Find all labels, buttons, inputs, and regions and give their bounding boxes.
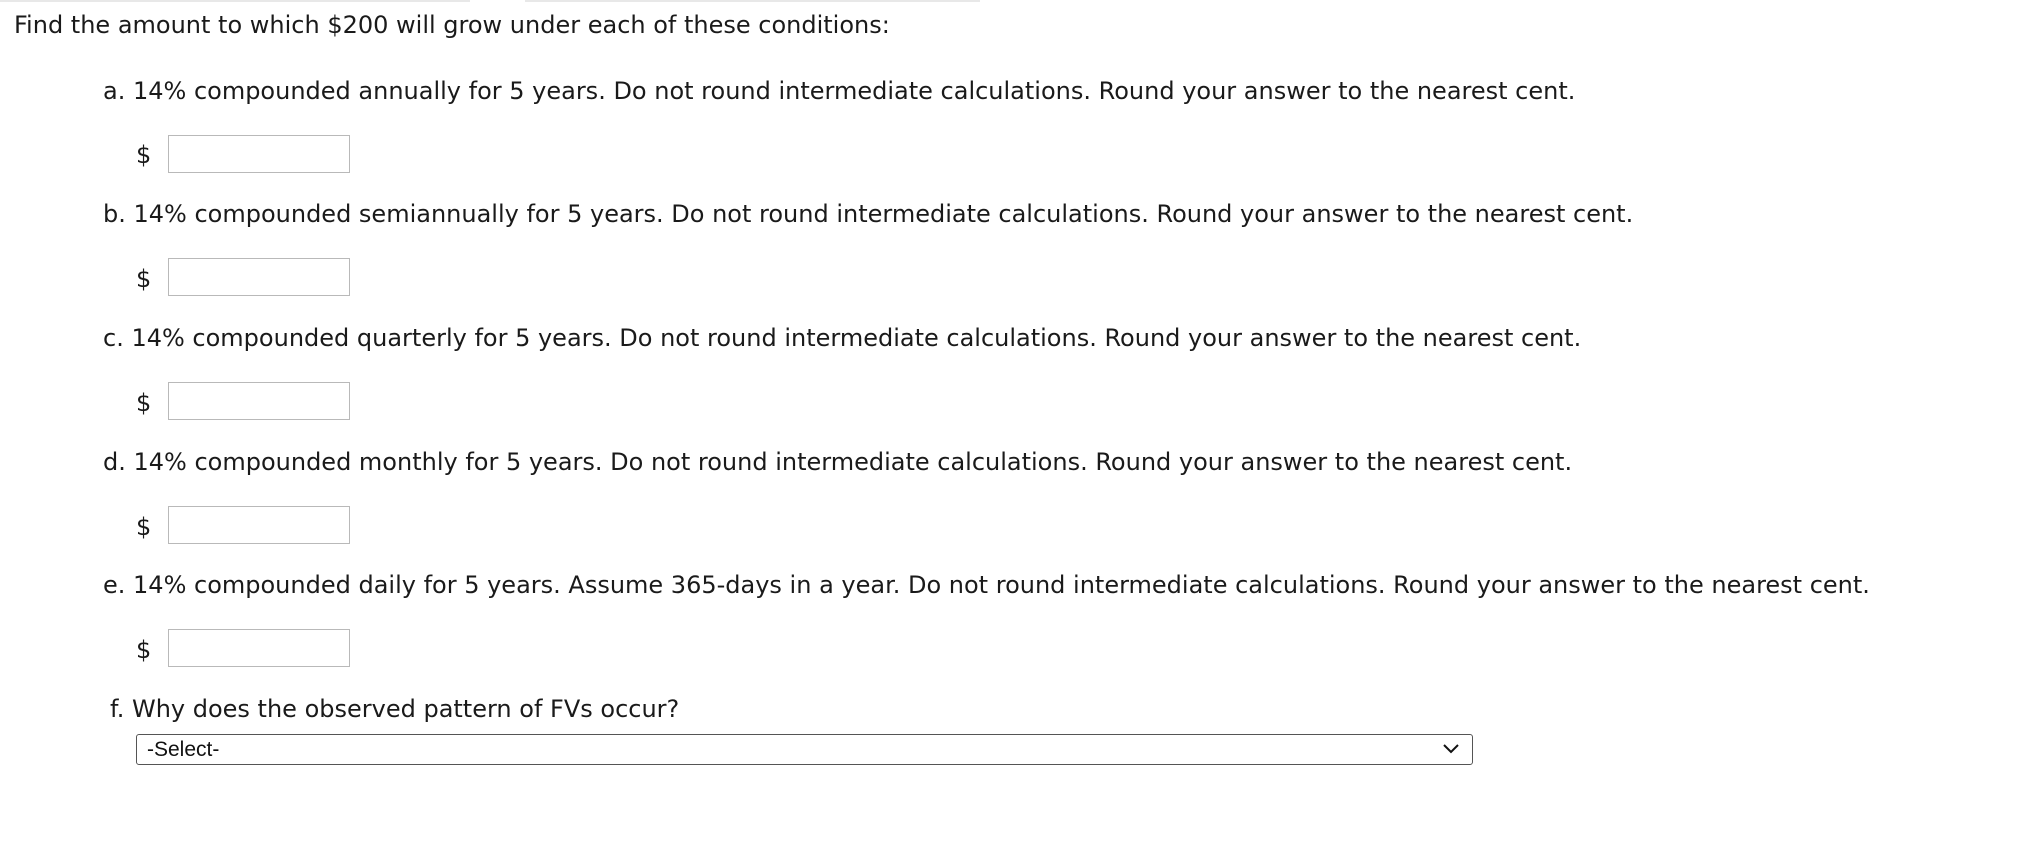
question-b-answer-input[interactable] [168, 258, 350, 296]
question-d-currency: $ [136, 513, 152, 541]
question-a-label: a. 14% compounded annually for 5 years. Do not round intermediate calculations. Round your answer to the nearest cent. [103, 77, 1576, 105]
question-c-currency: $ [136, 389, 152, 417]
top-shade-left [0, 0, 470, 2]
question-f-selected-value: -Select- [147, 738, 220, 761]
top-shade-right [525, 0, 980, 2]
question-d-label: d. 14% compounded monthly for 5 years. Do not round intermediate calculations. Round your answer to the nearest cent. [103, 448, 1573, 476]
question-f-select[interactable] [136, 734, 1473, 765]
question-a-answer-input[interactable] [168, 135, 350, 173]
question-e-currency: $ [136, 636, 152, 664]
question-e-label: e. 14% compounded daily for 5 years. Assume 365-days in a year. Do not round intermediate calculations. Round your answer to the nearest cent. [103, 571, 1870, 599]
question-c-label: c. 14% compounded quarterly for 5 years. Do not round intermediate calculations. Round your answer to the nearest cent. [103, 324, 1582, 352]
question-f-label: f. Why does the observed pattern of FVs occur? [110, 695, 680, 723]
question-b-currency: $ [136, 265, 152, 293]
problem-intro: Find the amount to which $200 will grow under each of these conditions: [14, 11, 890, 39]
question-e-answer-input[interactable] [168, 629, 350, 667]
question-a-currency: $ [136, 141, 152, 169]
chevron-down-icon [1442, 742, 1460, 756]
question-b-label: b. 14% compounded semiannually for 5 years. Do not round intermediate calculations. Round your answer to the nearest cent. [103, 200, 1634, 228]
question-c-answer-input[interactable] [168, 382, 350, 420]
question-d-answer-input[interactable] [168, 506, 350, 544]
